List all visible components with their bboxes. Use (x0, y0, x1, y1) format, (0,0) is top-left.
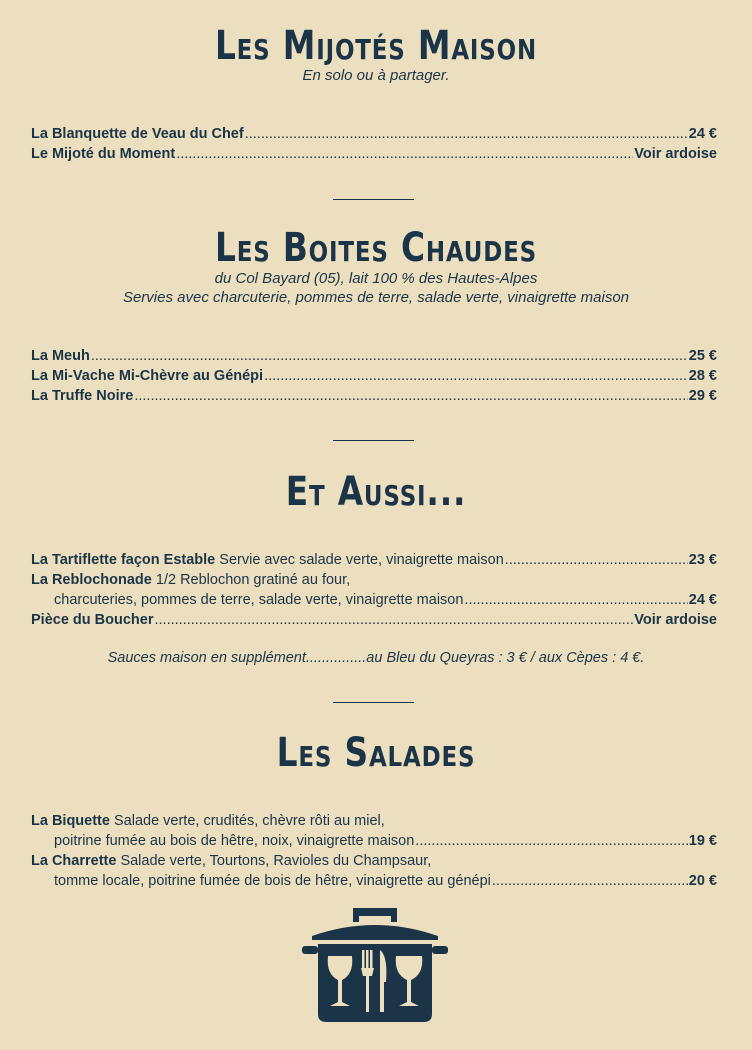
menu-list-aussi (31, 550, 717, 630)
section-boites (0, 226, 752, 307)
leader-dots (505, 550, 688, 570)
section-title: Les Salades (276, 730, 476, 776)
leader-dots (492, 871, 688, 891)
item-description: Salade verte, Tourtons, Ravioles du Champsaur, (116, 853, 432, 869)
section-subtitle: En solo ou à partager. (302, 67, 450, 84)
leader-dots (91, 346, 688, 366)
item-price: 24 € (688, 592, 717, 608)
item-name: La Truffe Noire (31, 388, 134, 404)
item-name: La Tartiflette façon Estable (31, 552, 216, 568)
section-title: Et Aussi... (285, 469, 467, 515)
section-title: Les Mijotés Maison (214, 23, 538, 69)
section-divider (333, 440, 414, 441)
section-salades (0, 731, 752, 775)
item-price: Voir ardoise (634, 146, 717, 162)
item-name: La Meuh (31, 348, 90, 364)
menu-item (31, 590, 717, 610)
item-price: 20 € (688, 873, 717, 889)
leader-dots (154, 610, 633, 630)
item-price: 29 € (688, 388, 717, 404)
item-price: 28 € (688, 368, 717, 384)
item-name: La Blanquette de Veau du Chef (31, 126, 244, 142)
menu-list-boites (31, 346, 717, 406)
menu-list-mijotes (31, 124, 717, 164)
leader-dots (134, 386, 687, 406)
menu-item-first-line (31, 811, 717, 831)
menu-item (31, 386, 717, 406)
section-mijotes (0, 24, 752, 85)
section-subtitle: du Col Bayard (05), lait 100 % des Hautes-Alpes (214, 270, 538, 287)
item-description-cont: charcuteries, pommes de terre, salade verte, vinaigrette maison (54, 592, 464, 608)
menu-item (31, 831, 717, 851)
item-price: 25 € (688, 348, 717, 364)
item-description: Salade verte, crudités, chèvre rôti au miel, (109, 813, 385, 829)
item-name: La Reblochonade (31, 572, 152, 588)
leader-dots (245, 124, 688, 144)
menu-item (31, 871, 717, 891)
item-name: La Charrette (31, 853, 117, 869)
menu-item (31, 144, 717, 164)
item-price: 19 € (688, 833, 717, 849)
leader-dots (415, 831, 687, 851)
section-divider (333, 702, 414, 703)
menu-item-first-line (31, 851, 717, 871)
item-description-cont: tomme locale, poitrine fumée de bois de hêtre, vinaigrette au génépi (54, 873, 491, 889)
menu-list-salades (31, 811, 717, 891)
leader-dots (176, 144, 633, 164)
item-name: Pièce du Boucher (31, 612, 154, 628)
section-divider (333, 199, 414, 200)
item-description-cont: poitrine fumée au bois de hêtre, noix, vinaigrette maison (54, 833, 415, 849)
item-price: 23 € (688, 552, 717, 568)
item-name: La Biquette (31, 813, 110, 829)
menu-item-first-line (31, 570, 717, 590)
section-aussi (0, 470, 752, 514)
item-description: Servie avec salade verte, vinaigrette maison (215, 552, 504, 568)
menu-item (31, 366, 717, 386)
item-name: Le Mijoté du Moment (31, 146, 176, 162)
item-description: 1/2 Reblochon gratiné au four, (151, 572, 351, 588)
item-price: Voir ardoise (634, 612, 717, 628)
section-title: Les Boites Chaudes (215, 225, 537, 271)
cooking-pot-with-utensils-icon (300, 906, 450, 1026)
leader-dots (264, 366, 688, 386)
menu-item (31, 610, 717, 630)
menu-item (31, 346, 717, 366)
sauces-note: Sauces maison en supplément...............au Bleu du Queyras : 3 € / aux Cèpes : 4 €. (107, 650, 645, 666)
menu-item (31, 124, 717, 144)
item-name: La Mi-Vache Mi-Chèvre au Génépi (31, 368, 264, 384)
menu-item (31, 550, 717, 570)
item-price: 24 € (688, 126, 717, 142)
leader-dots (464, 590, 687, 610)
section-subtitle: Servies avec charcuterie, pommes de terre, salade verte, vinaigrette maison (122, 289, 630, 306)
